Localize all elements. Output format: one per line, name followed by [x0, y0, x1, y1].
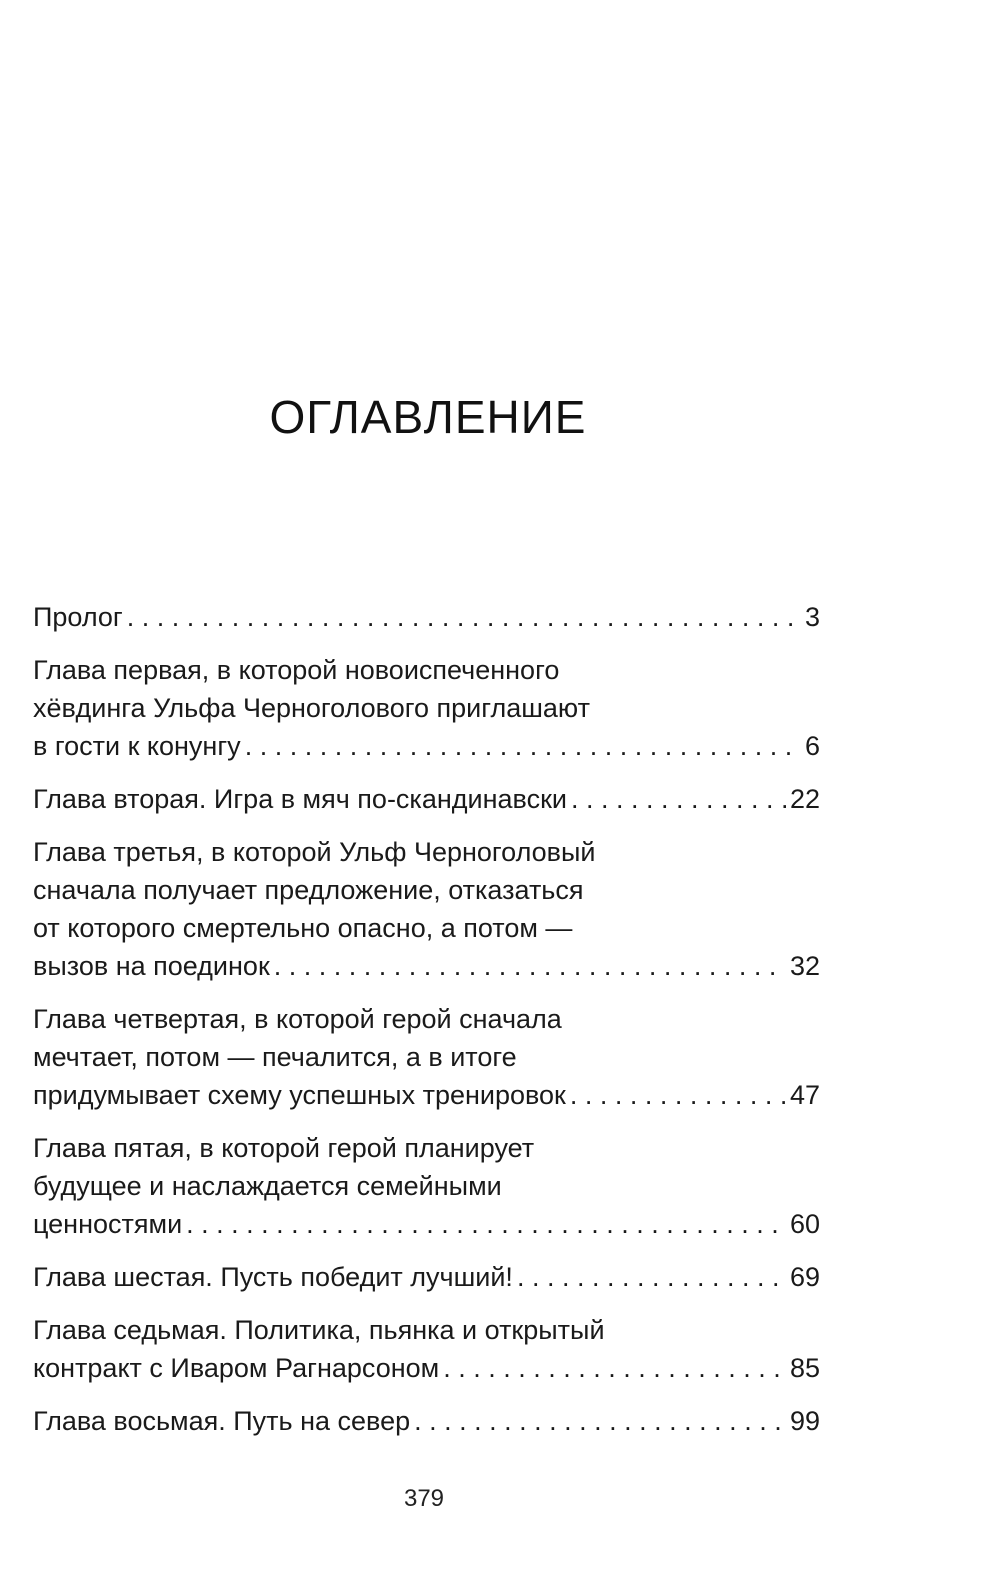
dot-leader	[570, 1076, 786, 1114]
toc-entry[interactable]	[33, 1311, 820, 1387]
toc-page-number: 6	[804, 731, 820, 761]
toc-entry-line	[33, 651, 820, 689]
toc-entry-line	[33, 1129, 820, 1167]
toc-entry[interactable]	[33, 833, 820, 985]
dot-leader	[245, 727, 801, 765]
dot-leader	[186, 1205, 786, 1243]
dot-leader	[127, 598, 801, 636]
toc-entry-text: в гости к конунгу	[33, 731, 241, 761]
toc-entry-line	[33, 1349, 820, 1387]
toc-entry-line	[33, 1311, 820, 1349]
dot-leader	[571, 780, 786, 818]
toc-entry-text: Глава первая, в которой новоиспеченного	[33, 655, 560, 685]
toc-entry-text: контракт с Иваром Рагнарсоном	[33, 1353, 440, 1383]
toc-entry-line	[33, 1205, 820, 1243]
dot-leader	[443, 1349, 786, 1387]
toc-page-number: 69	[789, 1262, 820, 1292]
table-of-contents	[33, 598, 820, 1455]
toc-entry-text: Глава седьмая. Политика, пьянка и открытый	[33, 1315, 605, 1345]
toc-entry-line	[33, 1402, 820, 1440]
toc-entry-line	[33, 1167, 820, 1205]
toc-page-number: 99	[789, 1406, 820, 1436]
toc-entry-text: Глава шестая. Пусть победит лучший!	[33, 1262, 513, 1292]
toc-entry-line	[33, 833, 820, 871]
toc-entry-line	[33, 1000, 820, 1038]
page-title: ОГЛАВЛЕНИЕ	[269, 391, 587, 443]
toc-entry-line	[33, 727, 820, 765]
dot-leader	[414, 1402, 786, 1440]
toc-entry-text: Глава восьмая. Путь на север	[33, 1406, 411, 1436]
toc-entry-text: хёвдинга Ульфа Черноголового приглашают	[33, 693, 590, 723]
page-number: 379	[403, 1485, 445, 1512]
toc-page-number: 85	[789, 1353, 820, 1383]
toc-page-number: 32	[789, 951, 820, 981]
toc-entry[interactable]	[33, 598, 820, 636]
toc-entry-text: Глава вторая. Игра в мяч по-скандинавски	[33, 784, 567, 814]
toc-entry-text: Пролог	[33, 602, 123, 632]
toc-entry-line	[33, 947, 820, 985]
toc-entry-text: ценностями	[33, 1209, 183, 1239]
toc-entry-text: Глава третья, в которой Ульф Черноголовый	[33, 837, 596, 867]
toc-entry-text: сначала получает предложение, отказаться	[33, 875, 584, 905]
toc-entry-line	[33, 1038, 820, 1076]
toc-entry[interactable]	[33, 1129, 820, 1243]
toc-entry[interactable]	[33, 1402, 820, 1440]
toc-entry-text: Глава пятая, в которой герой планирует	[33, 1133, 535, 1163]
toc-entry-text: придумывает схему успешных тренировок	[33, 1080, 566, 1110]
toc-entry-line	[33, 780, 820, 818]
toc-entry-text: мечтает, потом — печалится, а в итоге	[33, 1042, 517, 1072]
toc-entry-line	[33, 1258, 820, 1296]
toc-entry[interactable]	[33, 1000, 820, 1114]
toc-entry-line	[33, 1076, 820, 1114]
toc-entry-text: будущее и наслаждается семейными	[33, 1171, 502, 1201]
dot-leader	[517, 1258, 786, 1296]
toc-entry-text: от которого смертельно опасно, а потом —	[33, 913, 573, 943]
toc-entry[interactable]	[33, 780, 820, 818]
toc-entry[interactable]	[33, 651, 820, 765]
toc-entry[interactable]	[33, 1258, 820, 1296]
toc-entry-line	[33, 598, 820, 636]
toc-page-number: 47	[789, 1080, 820, 1110]
toc-entry-text: вызов на поединок	[33, 951, 270, 981]
toc-entry-line	[33, 909, 820, 947]
toc-entry-line	[33, 871, 820, 909]
toc-entry-text: Глава четвертая, в которой герой сначала	[33, 1004, 562, 1034]
toc-page-number: 3	[804, 602, 820, 632]
toc-entry-line	[33, 689, 820, 727]
toc-page-number: 60	[789, 1209, 820, 1239]
toc-page-number: 22	[789, 784, 820, 814]
dot-leader	[274, 947, 786, 985]
